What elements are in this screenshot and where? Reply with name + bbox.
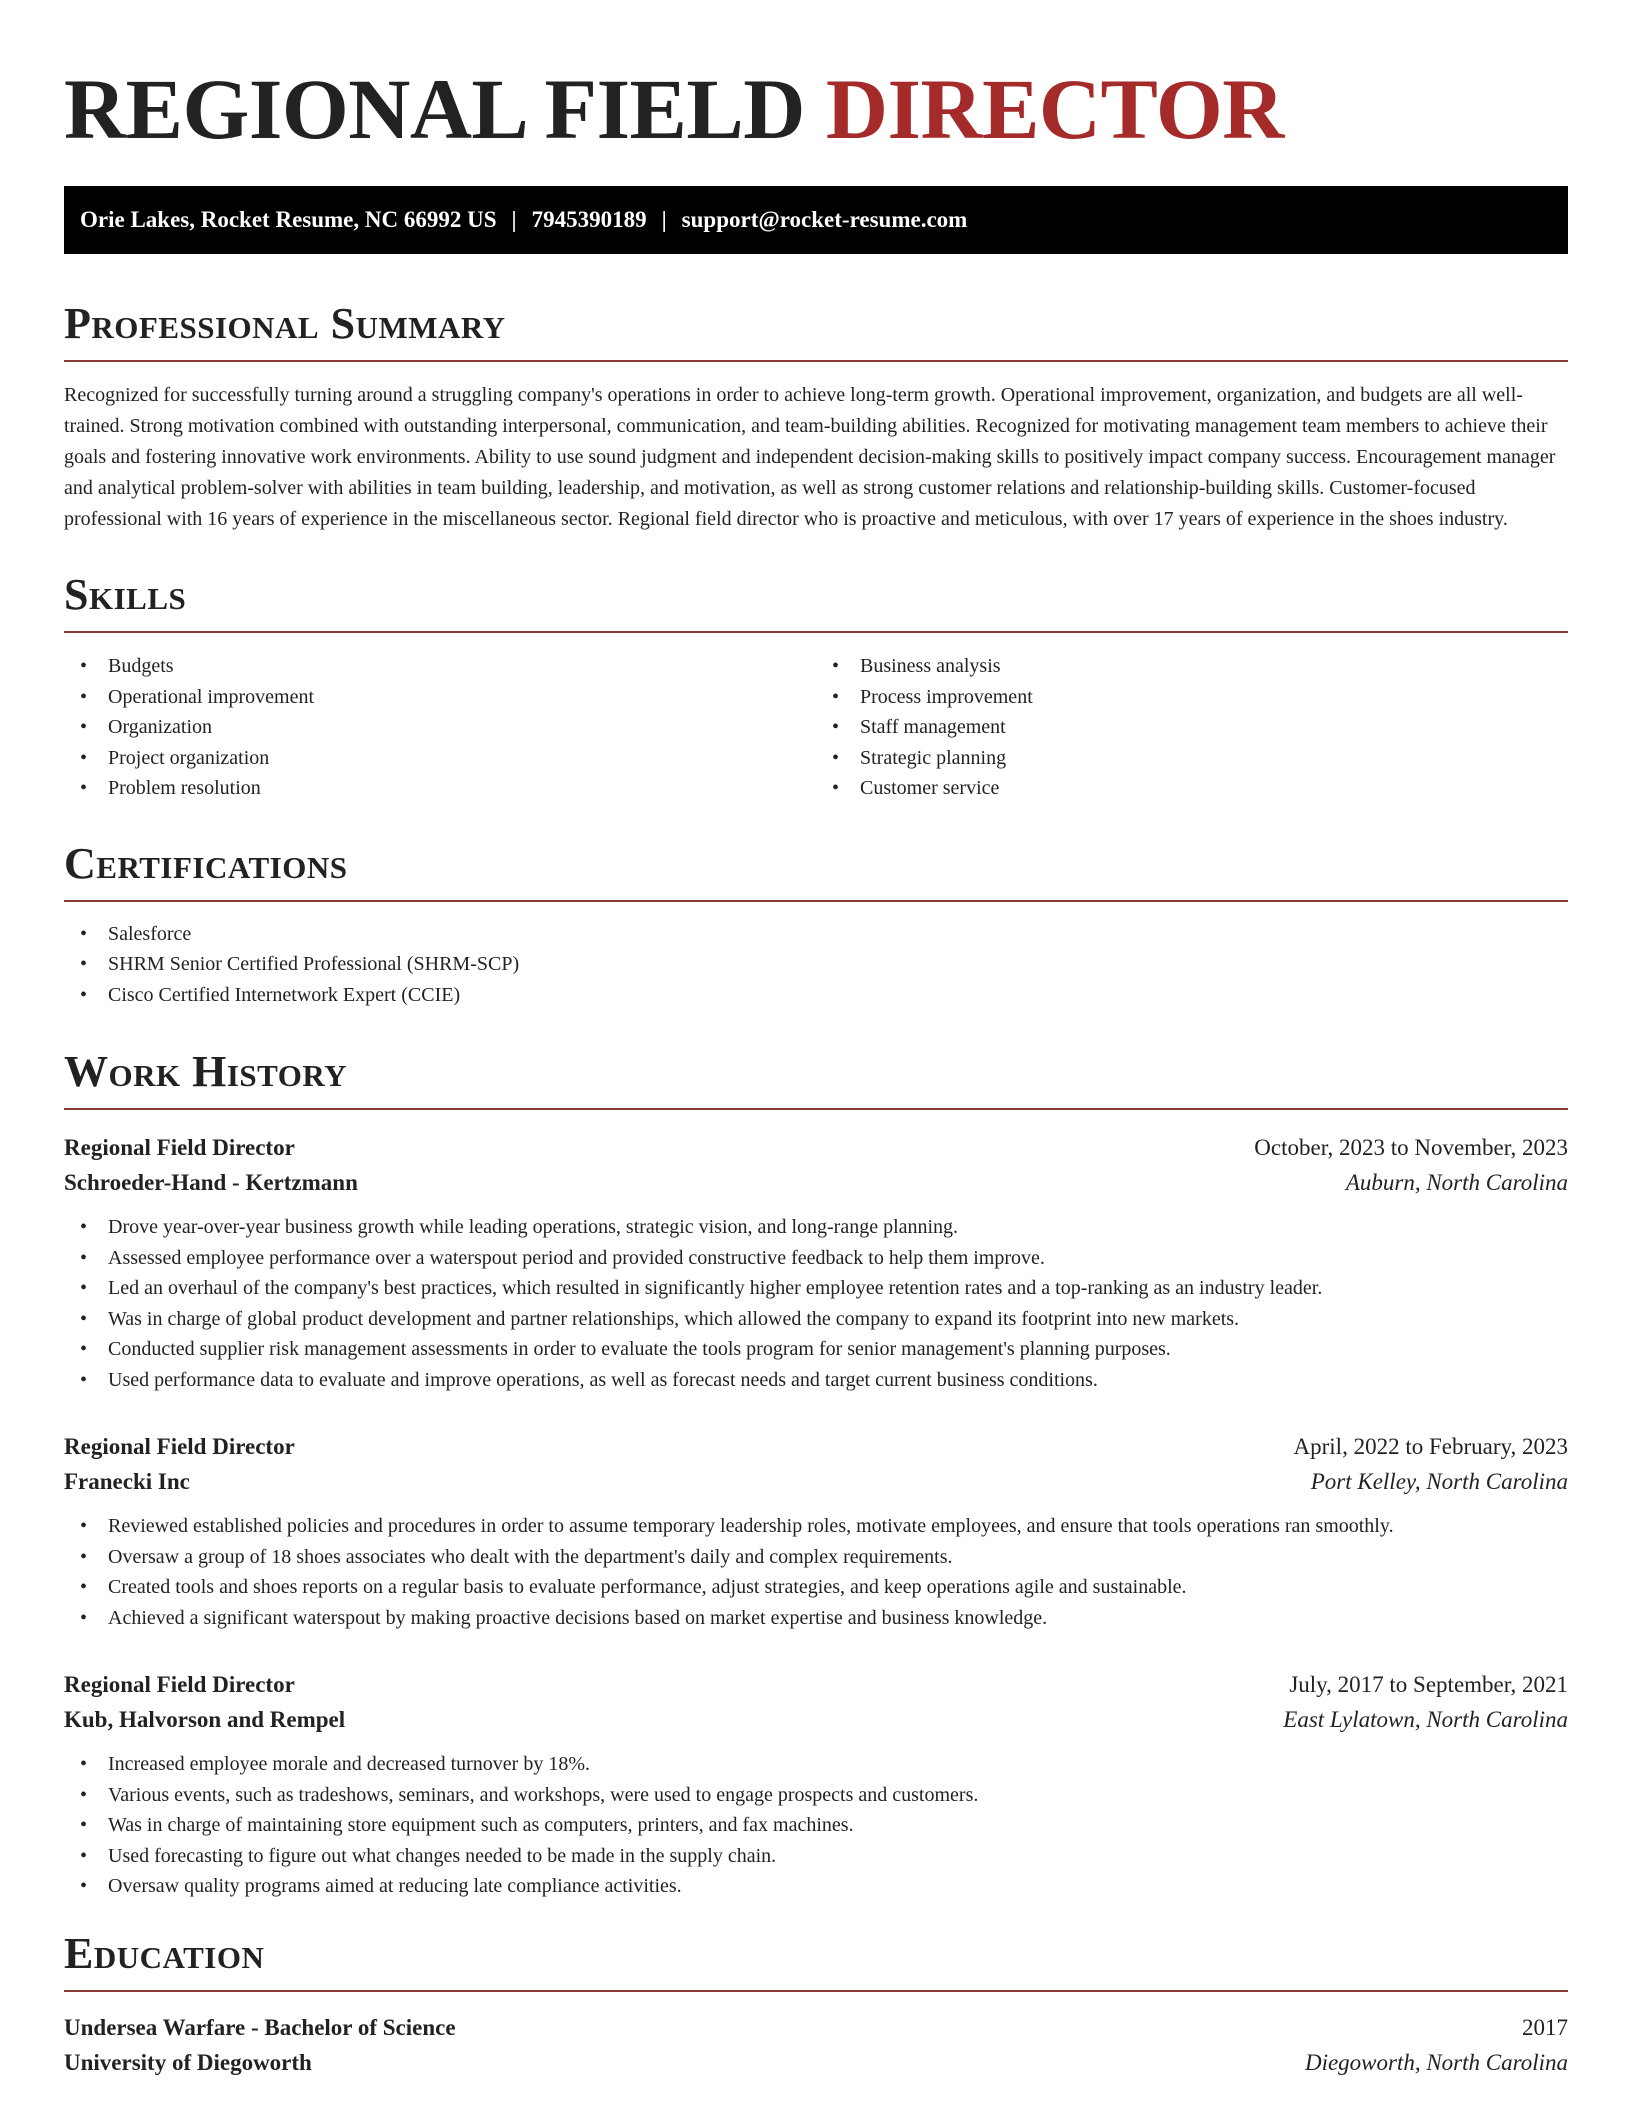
summary-heading: Professional Summary xyxy=(64,302,1568,362)
job-dates: October, 2023 to November, 2023 xyxy=(1254,1135,1568,1160)
job-bullet: • Used forecasting to figure out what changes needed to be made in the supply chain. xyxy=(64,1841,1568,1872)
skill-item: • Budgets xyxy=(64,651,816,682)
skills-column-left xyxy=(64,651,816,804)
job-bullets xyxy=(64,1212,1568,1395)
job-company: Schroeder-Hand - Kertzmann xyxy=(64,1170,358,1195)
job-bullet: • Oversaw a group of 18 shoes associates who dealt with the department's daily and complex requirements. xyxy=(64,1542,1568,1573)
job-bullet: • Oversaw quality programs aimed at reducing late compliance activities. xyxy=(64,1871,1568,1902)
skills-column-right xyxy=(816,651,1568,804)
skill-item: • Organization xyxy=(64,712,816,743)
job-bullet: • Drove year-over-year business growth while leading operations, strategic vision, and long-range planning. xyxy=(64,1212,1568,1243)
skill-item: • Business analysis xyxy=(816,651,1568,682)
education-location: Diegoworth, North Carolina xyxy=(1304,2049,1568,2075)
certification-item: • Cisco Certified Internetwork Expert (CCIE) xyxy=(64,980,1568,1011)
summary-text: Recognized for successfully turning around a struggling company's operations in order to achieve long-term growth. Operational improvement, organization, and budgets are all well-trained. Strong motivation combined with outstanding interpersonal, communication, and team-building abilities. Recognized for motivating management team members to achieve their goals and fostering innovative work environments. Ability to use sound judgment and independent decision-making skills to positively impact company success. Encouragement manager and analytical problem-solver with abilities in team building, leadership, and motivation, as well as strong customer relations and relationship-building skills. Customer-focused professional with 16 years of experience in the miscellaneous sector. Regional field director who is proactive and meticulous, with over 17 years of experience in the shoes industry. xyxy=(64,384,1556,530)
job-title: Regional Field Director xyxy=(64,1434,295,1459)
contact-email: support@rocket-resume.com xyxy=(681,207,968,232)
work-history-heading: Work History xyxy=(64,1050,1568,1110)
title-main: REGIONAL FIELD xyxy=(64,61,805,157)
skills-list xyxy=(64,651,1568,804)
job-title: Regional Field Director xyxy=(64,1135,295,1160)
job-title: Regional Field Director xyxy=(64,1672,295,1697)
job-company: Franecki Inc xyxy=(64,1469,190,1494)
contact-address: Orie Lakes, Rocket Resume, NC 66992 US xyxy=(80,207,497,232)
education-year: 2017 xyxy=(1522,2014,1568,2040)
certification-item: • Salesforce xyxy=(64,919,1568,950)
job-location: Auburn, North Carolina xyxy=(1345,1170,1568,1195)
skills-heading: Skills xyxy=(64,573,1568,633)
job-location: East Lylatown, North Carolina xyxy=(1283,1707,1568,1732)
job-bullet: • Various events, such as tradeshows, seminars, and workshops, were used to engage prospects and customers. xyxy=(64,1780,1568,1811)
job-entry xyxy=(64,1667,1568,1902)
job-bullet: • Led an overhaul of the company's best practices, which resulted in significantly higher employee retention rates and a top-ranking as an industry leader. xyxy=(64,1273,1568,1304)
skill-item: • Project organization xyxy=(64,743,816,774)
job-dates: July, 2017 to September, 2021 xyxy=(1289,1672,1568,1697)
job-bullet: • Was in charge of maintaining store equipment such as computers, printers, and fax machines. xyxy=(64,1810,1568,1841)
education-entry xyxy=(64,2010,1568,2080)
job-bullet: • Assessed employee performance over a waterspout period and provided constructive feedback to help them improve. xyxy=(64,1243,1568,1274)
contact-bar xyxy=(64,186,1568,254)
job-bullet: • Was in charge of global product development and partner relationships, which allowed the company to expand its footprint into new markets. xyxy=(64,1304,1568,1335)
job-entry xyxy=(64,1429,1568,1633)
job-company: Kub, Halvorson and Rempel xyxy=(64,1707,346,1732)
resume-title xyxy=(64,61,1568,157)
job-bullets xyxy=(64,1511,1568,1633)
skill-item: • Strategic planning xyxy=(816,743,1568,774)
skill-item: • Problem resolution xyxy=(64,773,816,804)
job-bullets xyxy=(64,1749,1568,1902)
job-bullet: • Increased employee morale and decreased turnover by 18%. xyxy=(64,1749,1568,1780)
job-bullet: • Created tools and shoes reports on a regular basis to evaluate performance, adjust strategies, and keep operations agile and sustainable. xyxy=(64,1572,1568,1603)
certification-item: • SHRM Senior Certified Professional (SHRM-SCP) xyxy=(64,949,1568,980)
skill-item: • Customer service xyxy=(816,773,1568,804)
contact-separator: | xyxy=(511,207,517,232)
education-school: University of Diegoworth xyxy=(64,2049,312,2075)
certifications-list xyxy=(64,919,1568,1011)
job-location: Port Kelley, North Carolina xyxy=(1310,1469,1568,1494)
education-heading: Education xyxy=(64,1932,1568,1992)
skill-item: • Staff management xyxy=(816,712,1568,743)
skill-item: • Operational improvement xyxy=(64,682,816,713)
job-bullet: • Achieved a significant waterspout by making proactive decisions based on market expertise and business knowledge. xyxy=(64,1603,1568,1634)
title-accent: DIRECTOR xyxy=(825,61,1284,157)
job-bullet: • Reviewed established policies and procedures in order to assume temporary leadership roles, motivate employees, and ensure that tools operations ran smoothly. xyxy=(64,1511,1568,1542)
skill-item: • Process improvement xyxy=(816,682,1568,713)
job-bullet: • Conducted supplier risk management assessments in order to evaluate the tools program for senior management's planning purposes. xyxy=(64,1334,1568,1365)
certifications-heading: Certifications xyxy=(64,842,1568,902)
contact-separator: | xyxy=(661,207,667,232)
job-bullet: • Used performance data to evaluate and improve operations, as well as forecast needs and target current business conditions. xyxy=(64,1365,1568,1396)
job-dates: April, 2022 to February, 2023 xyxy=(1293,1434,1568,1459)
job-entry xyxy=(64,1130,1568,1395)
contact-phone: 7945390189 xyxy=(531,207,647,232)
education-degree: Undersea Warfare - Bachelor of Science xyxy=(64,2014,456,2040)
